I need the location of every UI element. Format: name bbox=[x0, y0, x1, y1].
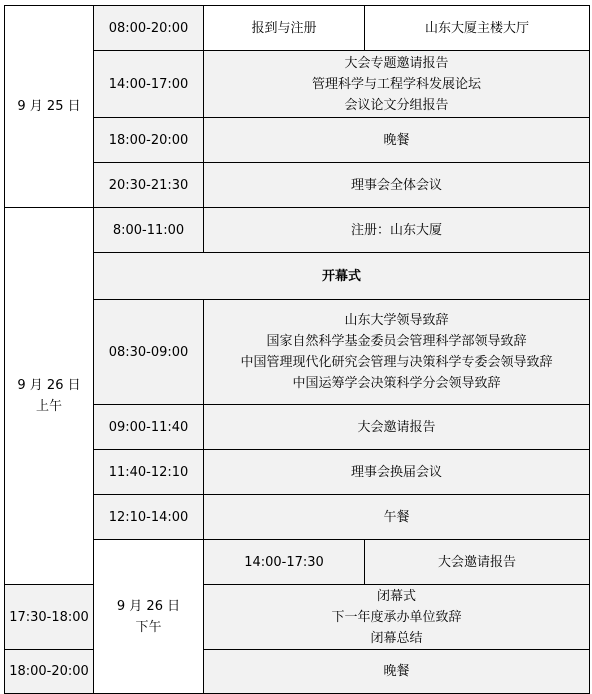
time-cell: 20:30-21:30 bbox=[94, 163, 204, 208]
event-cell bbox=[204, 585, 590, 650]
time-cell: 12:10-14:00 bbox=[94, 495, 204, 540]
event-line: 管理科学与工程学科发展论坛 bbox=[311, 76, 481, 92]
event-line: 下一年度承办单位致辞 bbox=[331, 609, 462, 625]
time-cell: 08:30-09:00 bbox=[94, 300, 204, 405]
table-row bbox=[5, 208, 590, 253]
event-cell: 报到与注册 bbox=[204, 6, 365, 51]
event-cell: 理事会换届会议 bbox=[204, 450, 590, 495]
time-cell: 18:00-20:00 bbox=[94, 118, 204, 163]
time-cell: 11:40-12:10 bbox=[94, 450, 204, 495]
table-row bbox=[5, 650, 590, 694]
event-cell bbox=[204, 51, 590, 118]
schedule-table bbox=[4, 5, 590, 694]
event-line: 闭幕式 bbox=[376, 588, 416, 604]
day-cell bbox=[5, 6, 94, 208]
time-cell: 14:00-17:30 bbox=[204, 540, 365, 585]
event-line: 中国运筹学会决策科学分会领导致辞 bbox=[292, 376, 501, 391]
time-cell: 14:00-17:00 bbox=[94, 51, 204, 118]
location-cell: 山东大厦主楼大厅 bbox=[365, 6, 590, 51]
day-period: 下午 bbox=[135, 619, 162, 635]
day-cell bbox=[94, 540, 204, 694]
event-cell: 晚餐 bbox=[204, 650, 590, 694]
event-line: 中国管理现代化研究会管理与决策科学专委会领导致辞 bbox=[240, 355, 553, 370]
event-cell bbox=[204, 300, 590, 405]
event-cell: 晚餐 bbox=[204, 118, 590, 163]
time-cell: 08:00-20:00 bbox=[94, 6, 204, 51]
event-cell: 午餐 bbox=[204, 495, 590, 540]
event-line: 山东大学领导致辞 bbox=[344, 313, 449, 328]
ceremony-title: 开幕式 bbox=[94, 253, 590, 300]
event-line: 国家自然科学基金委员会管理科学部领导致辞 bbox=[266, 334, 527, 349]
time-cell: 09:00-11:40 bbox=[94, 405, 204, 450]
day-cell bbox=[5, 208, 94, 585]
table-row bbox=[5, 6, 590, 51]
day-period: 上午 bbox=[35, 399, 62, 414]
day-label: 9 月 26 日 bbox=[17, 378, 81, 393]
time-cell: 18:00-20:00 bbox=[5, 650, 94, 694]
table-row bbox=[5, 585, 590, 650]
event-line: 会议论文分组报告 bbox=[344, 97, 449, 113]
event-line: 大会专题邀请报告 bbox=[344, 55, 449, 71]
event-line: 闭幕总结 bbox=[370, 630, 423, 646]
event-cell: 注册：山东大厦 bbox=[204, 208, 590, 253]
day-label: 9 月 26 日 bbox=[116, 598, 181, 614]
event-cell: 大会邀请报告 bbox=[365, 540, 590, 585]
day-label: 9 月 25 日 bbox=[17, 99, 81, 114]
event-cell: 大会邀请报告 bbox=[204, 405, 590, 450]
time-cell: 17:30-18:00 bbox=[5, 585, 94, 650]
event-cell: 理事会全体会议 bbox=[204, 163, 590, 208]
time-cell: 8:00-11:00 bbox=[94, 208, 204, 253]
